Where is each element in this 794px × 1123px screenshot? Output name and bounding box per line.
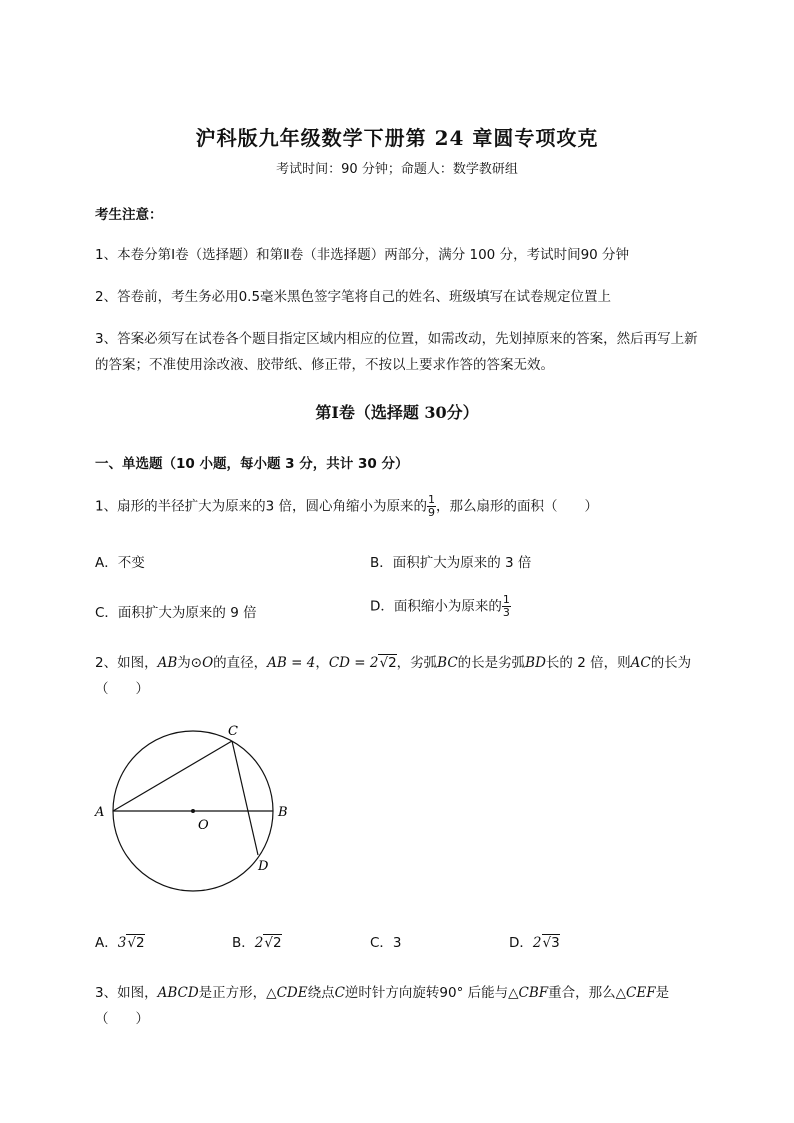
q1-opt-d-num: 1 [502, 593, 510, 606]
q2-opt-b-pre: B． [232, 935, 255, 951]
label-c: C [228, 724, 238, 739]
q1-option-a[interactable]: A．不变 [95, 555, 145, 571]
q3-abcd: ABCD [157, 985, 199, 1001]
q2-opt-a-root: 2 [135, 935, 145, 951]
q2-text-7: 长的 2 倍，则 [545, 655, 631, 671]
q3-cde: CDE [276, 985, 308, 1001]
q3-text-1: 3、如图， [95, 985, 158, 1001]
page-title: 沪科版九年级数学下册第 24 章圆专项攻克 [195, 126, 599, 150]
q1-opt-d-den: 3 [502, 606, 510, 619]
q3-cef: CEF [626, 985, 656, 1001]
part-heading: 一、单选题（10 小题，每小题 3 分，共计 30 分） [95, 456, 409, 472]
question-1 [95, 494, 598, 519]
chord-ac [113, 741, 232, 811]
q2-eq-ab: AB = 4 [267, 655, 316, 671]
q2-text-3: 的直径， [213, 655, 268, 671]
q1-opt-d-fraction [502, 594, 511, 619]
q2-eq-cd-root: 2 [388, 655, 397, 671]
q1-text-b: ，那么扇形的面积（ ） [435, 498, 598, 515]
q1-option-b[interactable]: B．面积扩大为原来的 3 倍 [370, 555, 532, 571]
q2-text-6: 的长是劣弧 [457, 655, 526, 671]
q2-opt-d-pre: D． [509, 935, 533, 951]
q2-opt-a-coef: 3 [117, 935, 127, 951]
q1-frac-num: 1 [427, 493, 435, 506]
q2-text-1: 2、如图， [95, 655, 158, 671]
q2-opt-b-sqrt: √2 [264, 935, 282, 951]
q2-option-c[interactable]: C．3 [370, 935, 402, 951]
q1-text-a: 1、扇形的半径扩大为原来的3 倍，圆心角缩小为原来的 [95, 498, 427, 515]
q1-option-d[interactable] [370, 594, 511, 619]
q3-text-5: 重合，那么△ [548, 985, 627, 1001]
q2-opt-d-sqrt: √3 [542, 935, 560, 951]
q2-o: O [202, 655, 214, 671]
exam-info: 考试时间：90 分钟；命题人：数学教研组 [276, 162, 518, 177]
q2-option-a[interactable] [95, 931, 145, 951]
q2-text-4: ， [315, 655, 329, 671]
question-2 [95, 651, 691, 671]
q2-answer-paren: （ ） [95, 681, 149, 697]
q2-ab: AB [157, 655, 178, 671]
q1-fraction [427, 494, 436, 519]
q2-option-d[interactable] [509, 931, 560, 951]
q1-option-c[interactable]: C．面积扩大为原来的 9 倍 [95, 605, 257, 621]
label-a: A [95, 805, 105, 820]
q2-opt-b-root: 2 [272, 935, 282, 951]
label-b: B [278, 805, 288, 820]
q2-text-5: ，劣弧 [396, 655, 438, 671]
label-d: D [258, 859, 269, 874]
q2-eq-cd: CD = 2 [328, 655, 379, 671]
label-o: O [198, 818, 209, 833]
q3-cbf: CBF [518, 985, 549, 1001]
q3-text-4: 逆时针方向旋转90° 后能与△ [344, 985, 519, 1001]
q2-option-b[interactable] [232, 931, 282, 951]
circle-figure [90, 718, 300, 898]
q2-opt-d-coef: 2 [532, 935, 542, 951]
notice-item-3: 3、答案必须写在试卷各个题目指定区域内相应的位置，如需改动，先划掉原来的答案，然后再写上新 [95, 331, 698, 347]
q2-bd: BD [525, 655, 546, 671]
q2-opt-b-coef: 2 [254, 935, 264, 951]
q2-ac: AC [630, 655, 651, 671]
q3-text-2: 是正方形，△ [198, 985, 277, 1001]
q3-c: C [334, 985, 345, 1001]
notice-item-3-cont: 的答案；不准使用涂改液、胶带纸、修正带，不按以上要求作答的答案无效。 [95, 357, 554, 373]
q3-text-6: 是 [655, 985, 670, 1001]
q1-opt-d-text: D．面积缩小为原来的 [370, 598, 502, 615]
q2-opt-a-sqrt: √2 [127, 935, 145, 951]
chord-cd [232, 741, 258, 855]
q2-text-8: 的长为 [650, 655, 692, 671]
q2-opt-d-root: 3 [551, 935, 560, 951]
notice-item-1: 1、本卷分第Ⅰ卷（选择题）和第Ⅱ卷（非选择题）两部分，满分 100 分，考试时间90 分钟 [95, 247, 630, 263]
center-point [191, 809, 195, 813]
q2-opt-a-pre: A． [95, 935, 118, 951]
notice-item-2: 2、答卷前，考生务必用0.5毫米黑色签字笔将自己的姓名、班级填写在试卷规定位置上 [95, 289, 612, 305]
section-title: 第Ⅰ卷（选择题 30分） [315, 403, 479, 422]
q3-answer-paren: （ ） [95, 1011, 149, 1027]
q2-text-2: 为⊙ [177, 655, 203, 671]
q2-eq-cd-sqrt: √2 [379, 655, 397, 671]
notice-heading: 考生注意： [95, 207, 163, 223]
q2-bc: BC [437, 655, 458, 671]
q1-frac-den: 9 [427, 506, 435, 519]
q3-text-3: 绕点 [307, 985, 335, 1001]
question-3 [95, 981, 669, 1001]
